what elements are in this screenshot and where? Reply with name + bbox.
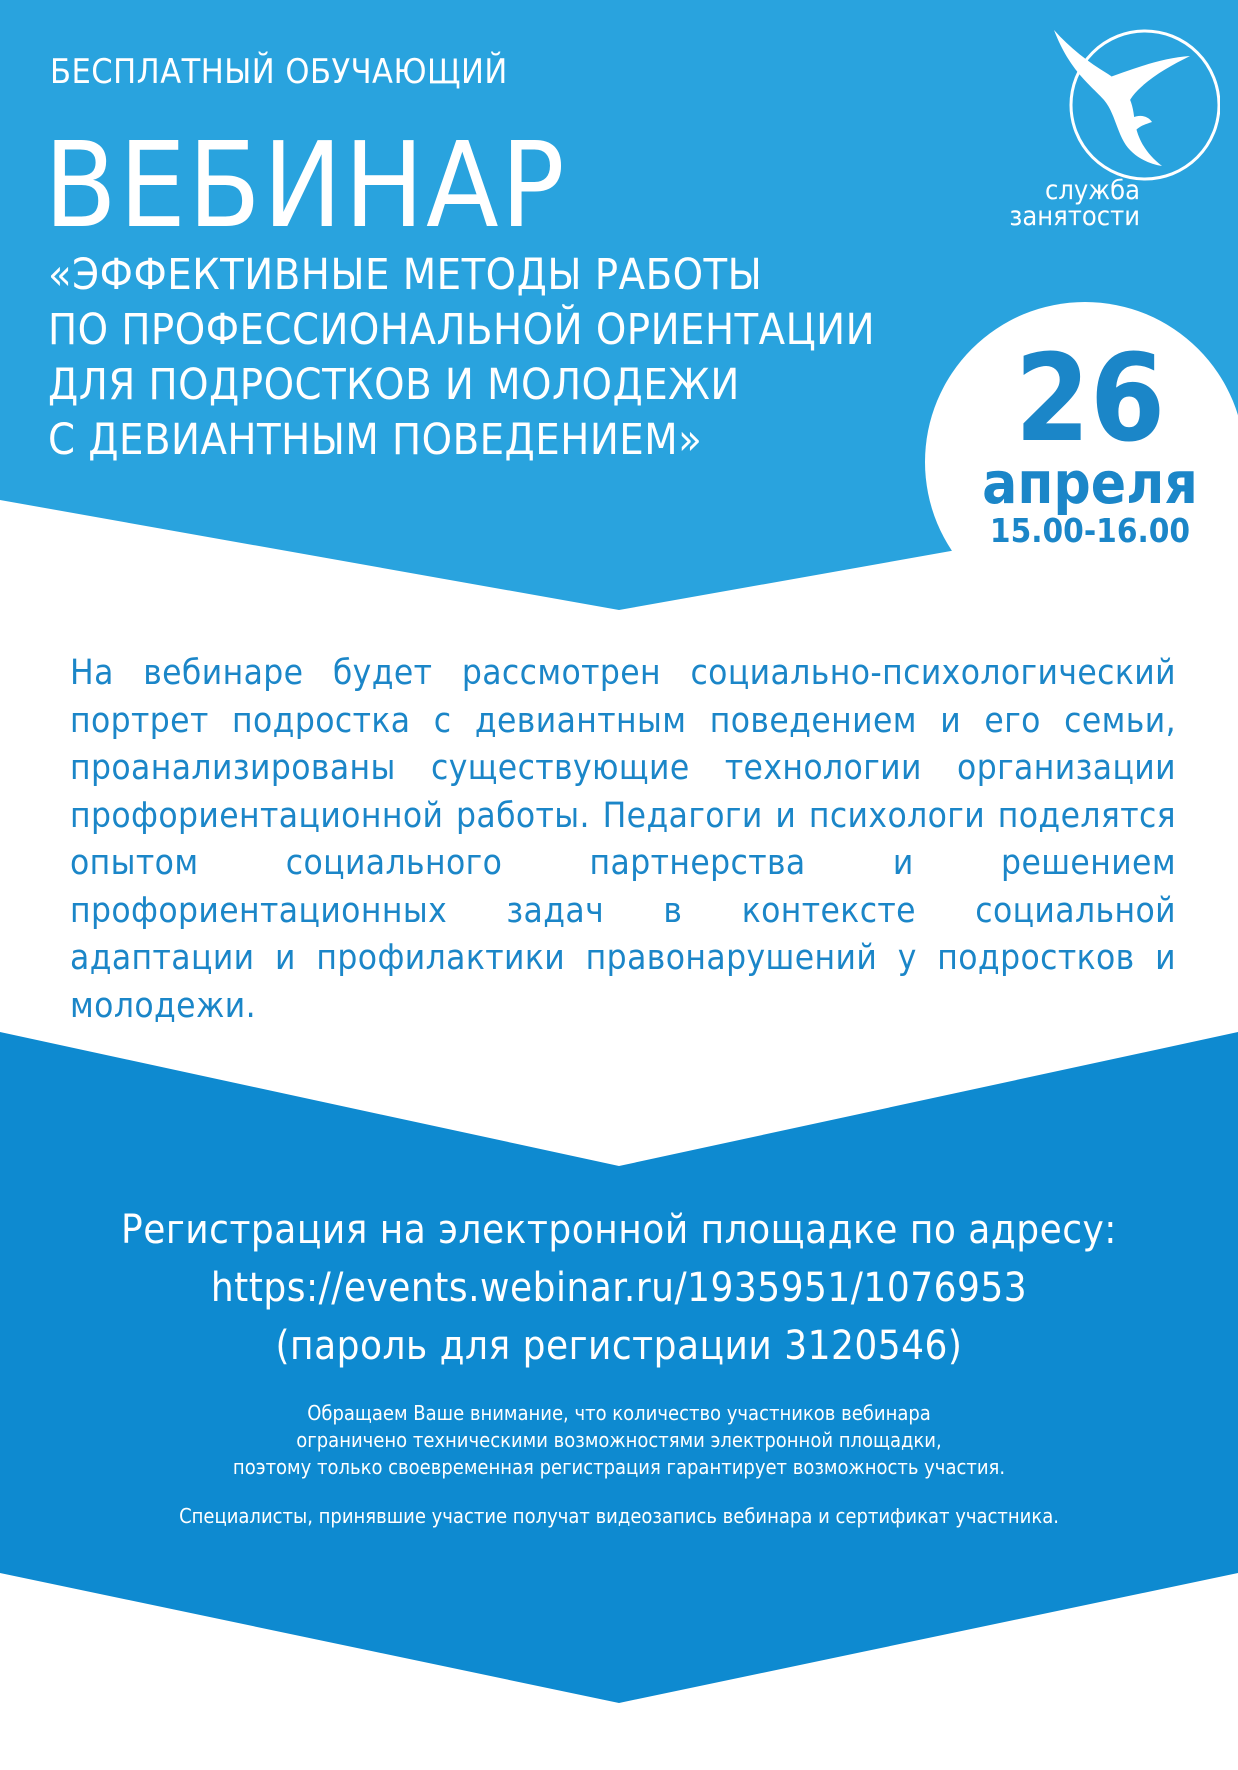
logo-line-2: занятости [1009, 201, 1140, 232]
webinar-topic [48, 248, 875, 468]
webinar-description: На вебинаре будет рассмотрен социально-психологический портрет подростка с девиантным поведением и его семьи, проанализированы существующие технологии организации профориентационной работы. Педагоги и психологи поделятся опытом социального партнерства и решением профориентационных задач в контексте социальной адаптации и профилактики правонарушений у подростков и молодежи. [70, 653, 1176, 1026]
topic-line-4: С ДЕВИАНТНЫМ ПОВЕДЕНИЕМ» [48, 415, 703, 465]
header-kicker: БЕСПЛАТНЫЙ ОБУЧАЮЩИЙ [50, 52, 508, 92]
bird-profile-icon [1040, 20, 1220, 190]
registration-password: (пароль для регистрации 3120546) [275, 1323, 963, 1369]
date-day: 26 [1014, 330, 1166, 469]
certificate-note: Специалисты, принявшие участие получат видеозапись вебинара и сертификат участника. [179, 1504, 1059, 1528]
topic-line-3: ДЛЯ ПОДРОСТКОВ И МОЛОДЕЖИ [48, 360, 740, 410]
registration-link[interactable]: https://events.webinar.ru/1935951/1076953 [210, 1265, 1028, 1311]
participation-notice [0, 1400, 1238, 1481]
topic-line-1: «ЭФФЕКТИВНЫЕ МЕТОДЫ РАБОТЫ [48, 250, 763, 300]
notice-line-3: поэтому только своевременная регистрация гарантирует возможность участия. [232, 1455, 1006, 1479]
topic-line-2: ПО ПРОФЕССИОНАЛЬНОЙ ОРИЕНТАЦИИ [48, 305, 876, 355]
notice-line-1: Обращаем Ваше внимание, что количество участников вебинара [307, 1401, 931, 1425]
logo-line-1: служба [1044, 175, 1140, 206]
date-month: апреля [982, 449, 1198, 517]
notice-line-2: ограничено техническими возможностями электронной площадки, [296, 1428, 942, 1452]
date-time: 15.00-16.00 [989, 511, 1191, 550]
registration-heading: Регистрация на электронной площадке по адресу: [121, 1207, 1117, 1253]
page-title: ВЕБИНАР [44, 116, 567, 254]
logo-caption [980, 175, 1140, 232]
